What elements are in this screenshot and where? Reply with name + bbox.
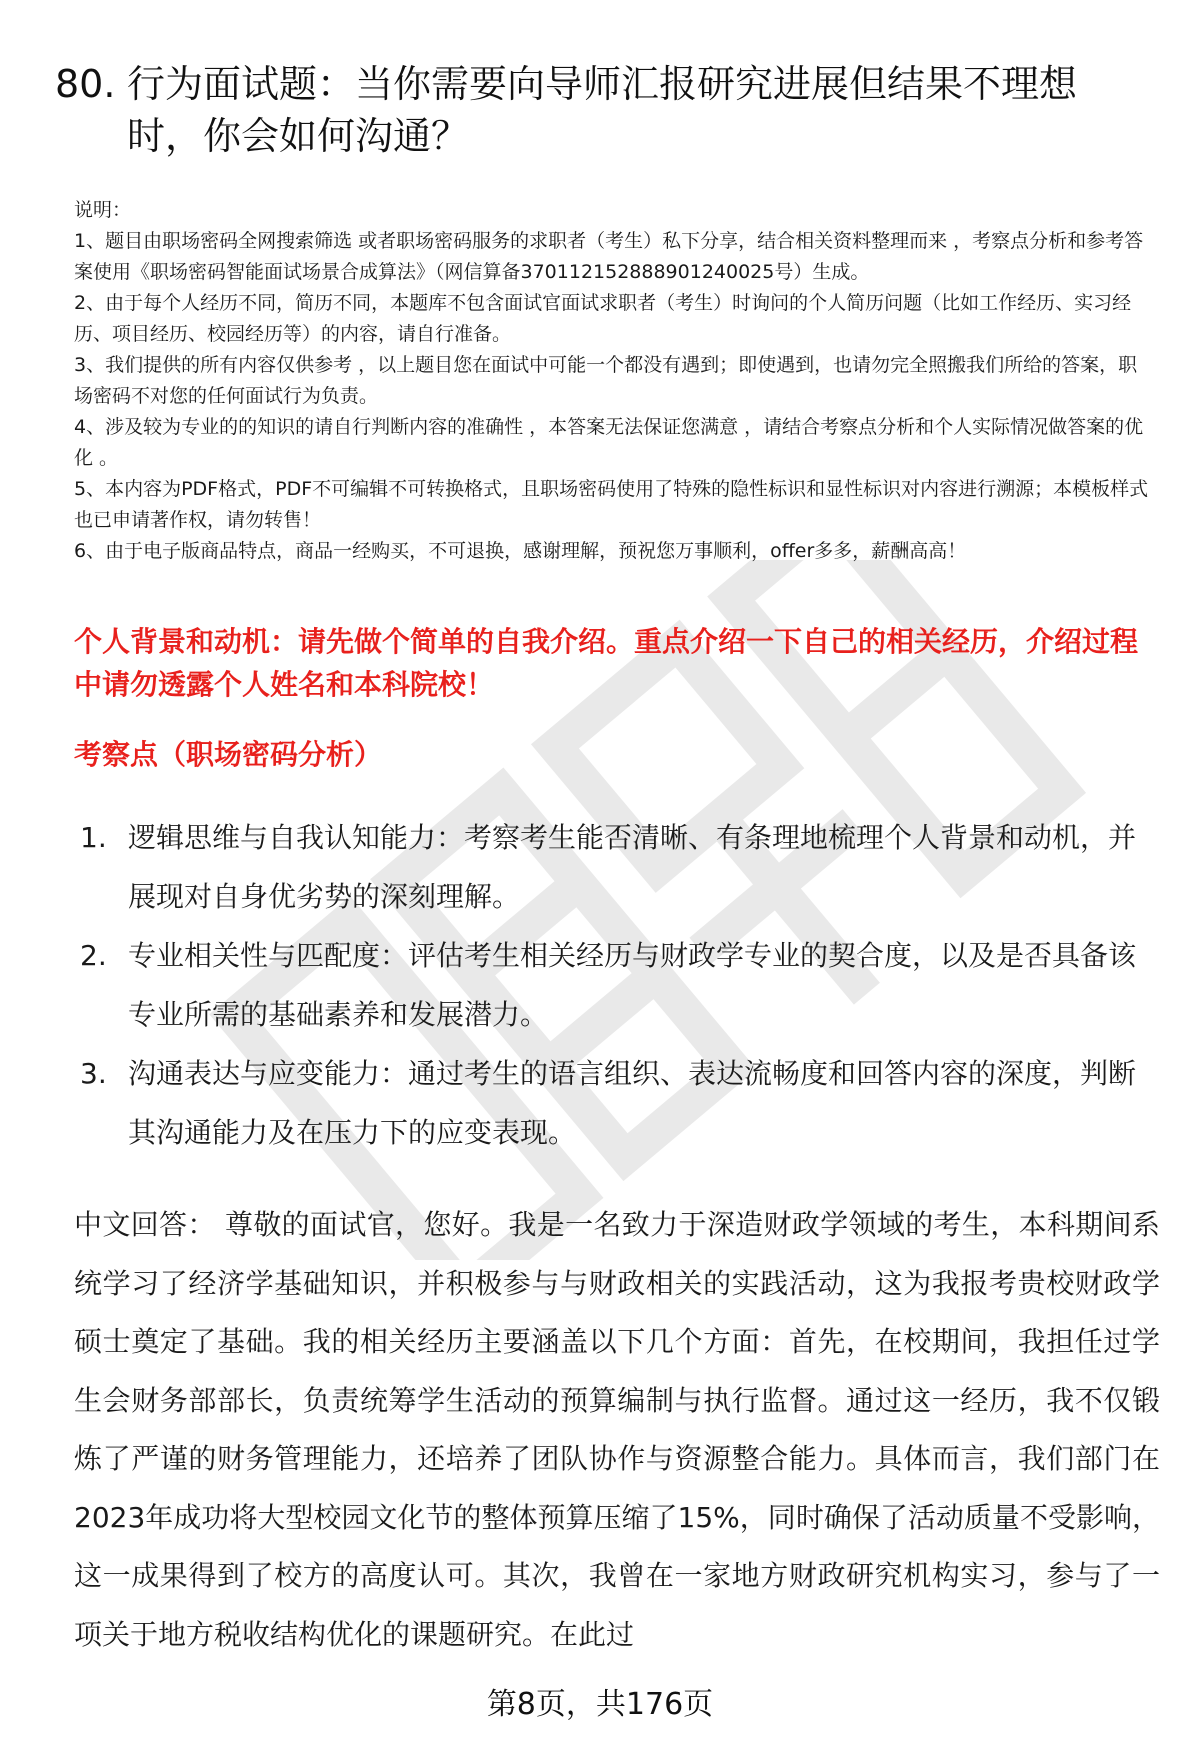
notes-item: 6、由于电子版商品特点，商品一经购买，不可退换，感谢理解，预祝您万事顺利，offer多多，薪酬高高！ xyxy=(74,540,967,562)
notes-item: 3、我们提供的所有内容仅供参考 ，以上题目您在面试中可能一个都没有遇到；即使遇到，也请勿完全照搬我们所给的答案，职场密码不对您的任何面试行为负责。 xyxy=(74,354,1138,407)
question-title xyxy=(55,58,1145,162)
point-number: 2. xyxy=(80,939,107,972)
analysis-points xyxy=(80,808,1160,1162)
list-item xyxy=(80,1044,1160,1162)
point-number: 3. xyxy=(80,1057,107,1090)
page-footer: 第8页，共176页 xyxy=(486,1687,714,1722)
answer-text: 中文回答： 尊敬的面试官，您好。我是一名致力于深造财政学领域的考生，本科期间系统学习了经济学基础知识，并积极参与与财政相关的实践活动，这为我报考贵校财政学硕士奠定了基础。我的相关经历主要涵盖以下几个方面：首先，在校期间，我担任过学生会财务部部长，负责统筹学生活动的预算编制与执行监督。通过这一经历，我不仅锻炼了严谨的财务管理能力，还培养了团队协作与资源整合能力。具体而言，我们部门在2023年成功将大型校园文化节的整体预算压缩了15%，同时确保了活动质量不受影响，这一成果得到了校方的高度认可。其次，我曾在一家地方财政研究机构实习，参与了一项关于地方税收结构优化的课题研究。在此过 xyxy=(74,1208,1160,1651)
notes-item: 1、题目由职场密码全网搜索筛选 或者职场密码服务的求职者（考生）私下分享，结合相关资料整理而来 ，考察点分析和参考答案使用《职场密码智能面试场景合成算法》（网信算备370112152888901240025号）生成。 xyxy=(74,230,1144,283)
point-text: 逻辑思维与自我认知能力：考察考生能否清晰、有条理地梳理个人背景和动机，并展现对自身优劣势的深刻理解。 xyxy=(128,821,1137,913)
point-text: 沟通表达与应变能力：通过考生的语言组织、表达流畅度和回答内容的深度，判断其沟通能力及在压力下的应变表现。 xyxy=(128,1057,1137,1149)
list-item xyxy=(80,808,1160,926)
notes-section xyxy=(74,195,1154,567)
notes-item: 2、由于每个人经历不同，简历不同，本题库不包含面试官面试求职者（考生）时询问的个人简历问题（比如工作经历、实习经历、项目经历、校园经历等）的内容，请自行准备。 xyxy=(74,292,1132,345)
point-number: 1. xyxy=(80,821,107,854)
list-item xyxy=(80,926,1160,1044)
notes-title: 说明： xyxy=(74,199,132,221)
notes-item: 4、涉及较为专业的的知识的请自行判断内容的准确性 ，本答案无法保证您满意 ，请结合考察点分析和个人实际情况做答案的优化 。 xyxy=(74,416,1144,469)
question-number: 80. xyxy=(55,62,116,106)
analysis-heading: 考察点（职场密码分析） xyxy=(74,738,383,771)
notes-item: 5、本内容为PDF格式，PDF不可编辑不可转换格式，且职场密码使用了特殊的隐性标识和显性标识对内容进行溯源；本模板样式也已申请著作权，请勿转售！ xyxy=(74,478,1149,531)
point-text: 专业相关性与匹配度：评估考生相关经历与财政学专业的契合度，以及是否具备该专业所需的基础素养和发展潜力。 xyxy=(128,939,1137,1031)
question-text: 行为面试题：当你需要向导师汇报研究进展但结果不理想时，你会如何沟通？ xyxy=(127,62,1078,158)
background-heading: 个人背景和动机：请先做个简单的自我介绍。重点介绍一下自己的相关经历，介绍过程中请勿透露个人姓名和本科院校！ xyxy=(74,625,1139,701)
